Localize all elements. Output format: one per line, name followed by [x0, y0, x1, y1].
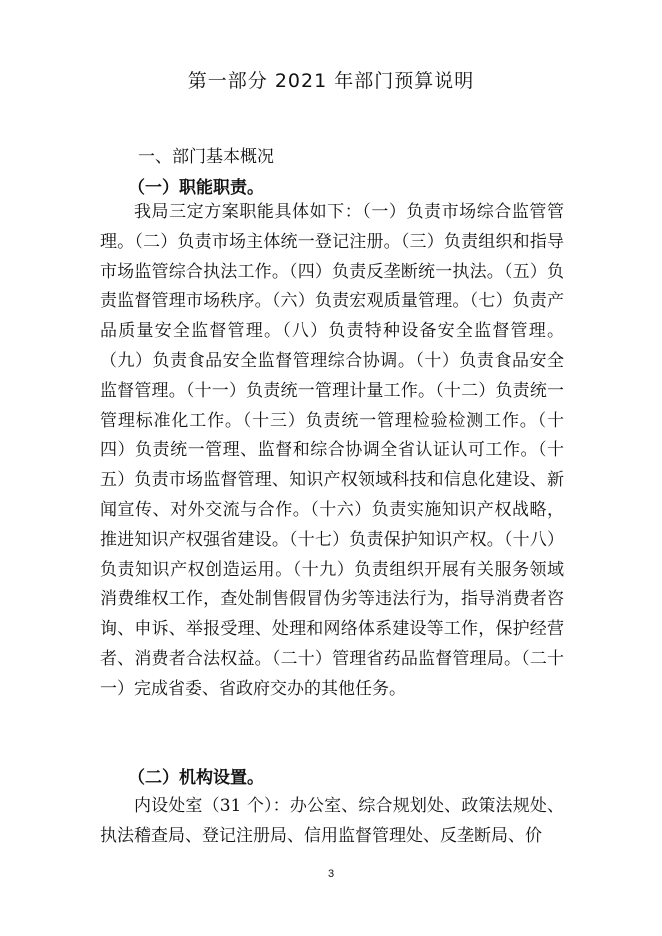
subsection-heading-functions: （一）职能职责。 [128, 178, 264, 198]
organization-paragraph: 内设处室（31 个）：办公室、综合规划处、政策法规处、执法稽查局、登记注册局、信用监督管理处、反垄断局、价 [100, 796, 564, 846]
functions-paragraph: 我局三定方案职能具体如下：（一）负责市场综合监管管理。（二）负责市场主体统一登记注册。（三）负责组织和指导市场监管综合执法工作。（四）负责反垄断统一执法。（五）负责监督管理市场秩序。（六）负责宏观质量管理。（七）负责产品质量安全监督管理。（八）负责特种设备安全监督管理。（九）负责食品安全监督管理综合协调。（十）负责食品安全监督管理。（十一）负责统一管理计量工作。（十二）负责统一管理标准化工作。（十三）负责统一管理检验检测工作。（十四）负责统一管理、监督和综合协调全省认证认可工作。（十五）负责市场监督管理、知识产权领域科技和信息化建设、新闻宣传、对外交流与合作。（十六）负责实施知识产权战略，推进知识产权强省建设。（十七）负责保护知识产权。（十八）负责知识产权创造运用。（十九）负责组织开展有关服务领域消费维权工作，查处制售假冒伪劣等违法行为，指导消费者咨询、申诉、举报受理、处理和网络体系建设等工作，保护经营者、消费者合法权益。（二十）管理省药品监督管理局。（二十一）完成省委、省政府交办的其他任务。 [100, 202, 564, 699]
page-title: 第一部分 2021 年部门预算说明 [187, 70, 475, 92]
page-number: 3 [327, 868, 335, 880]
section-heading: 一、部门基本概况 [138, 147, 274, 167]
subsection-heading-organization: （二）机构设置。 [128, 768, 264, 788]
